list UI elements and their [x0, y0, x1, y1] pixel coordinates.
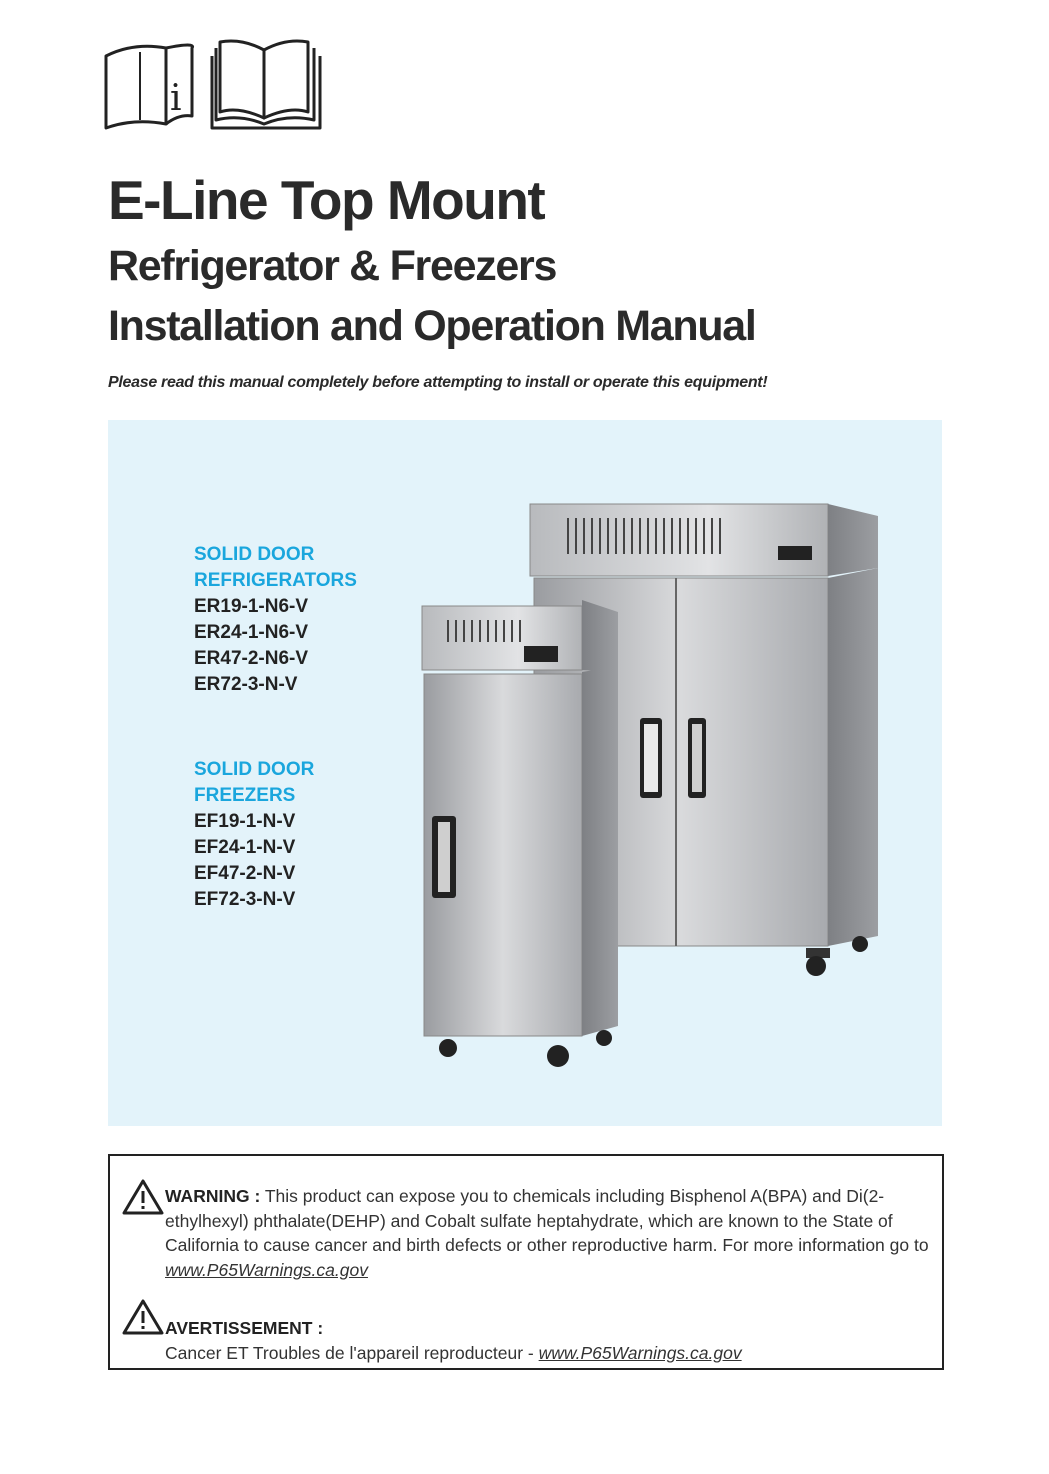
open-book-icon [212, 41, 320, 128]
warning-text [165, 1184, 932, 1282]
warning-triangle-icon [122, 1298, 164, 1336]
avertissement-link[interactable]: www.P65Warnings.ca.gov [538, 1342, 742, 1363]
avertissement-text [165, 1316, 932, 1365]
freezer-models [194, 757, 314, 913]
refrigerator-illustration [408, 496, 888, 1070]
title-line-3: Installation and Operation Manual [108, 302, 756, 350]
title-line-2: Refrigerator & Freezers [108, 242, 557, 290]
warning-triangle-icon [122, 1178, 164, 1216]
refrigerators-heading-1: SOLID DOOR [194, 544, 315, 565]
warning-body: This product can expose you to chemicals including Bisphenol A(BPA) and Di(2-ethylhexyl) phthalate(DEHP) and Cobalt sulfate heptahydrate, which are known to the State of California to cause cancer and birth defects or other reproductive harm. For more information go to [165, 1186, 929, 1255]
info-glyph: i [170, 78, 182, 119]
avertissement-body: Cancer ET Troubles de l'appareil reproducteur - [165, 1342, 534, 1363]
model-item: ER24-1-N6-V [194, 622, 309, 643]
freezers-heading-2: FREEZERS [194, 785, 296, 806]
title-line-1: E-Line Top Mount [108, 169, 545, 231]
warning-link[interactable]: www.P65Warnings.ca.gov [165, 1259, 368, 1280]
model-item: EF19-1-N-V [194, 811, 296, 832]
refrigerator-models [194, 542, 357, 698]
model-item: ER47-2-N6-V [194, 648, 309, 669]
freezers-heading-1: SOLID DOOR [194, 759, 315, 780]
model-item: EF24-1-N-V [194, 837, 296, 858]
avertissement-label: AVERTISSEMENT : [165, 1318, 324, 1338]
warning-box [108, 1154, 944, 1288]
model-item: EF72-3-N-V [194, 889, 296, 910]
refrigerators-heading-2: REFRIGERATORS [194, 570, 357, 591]
model-item: EF47-2-N-V [194, 863, 296, 884]
warning-label: WARNING : [165, 1186, 261, 1206]
read-manual-notice: Please read this manual completely before attempting to install or operate this equipment! [108, 374, 768, 391]
model-item: ER72-3-N-V [194, 674, 298, 695]
single-door-unit [422, 600, 618, 1067]
manual-icons [104, 36, 324, 130]
avertissement-box [108, 1286, 944, 1370]
model-item: ER19-1-N6-V [194, 596, 309, 617]
